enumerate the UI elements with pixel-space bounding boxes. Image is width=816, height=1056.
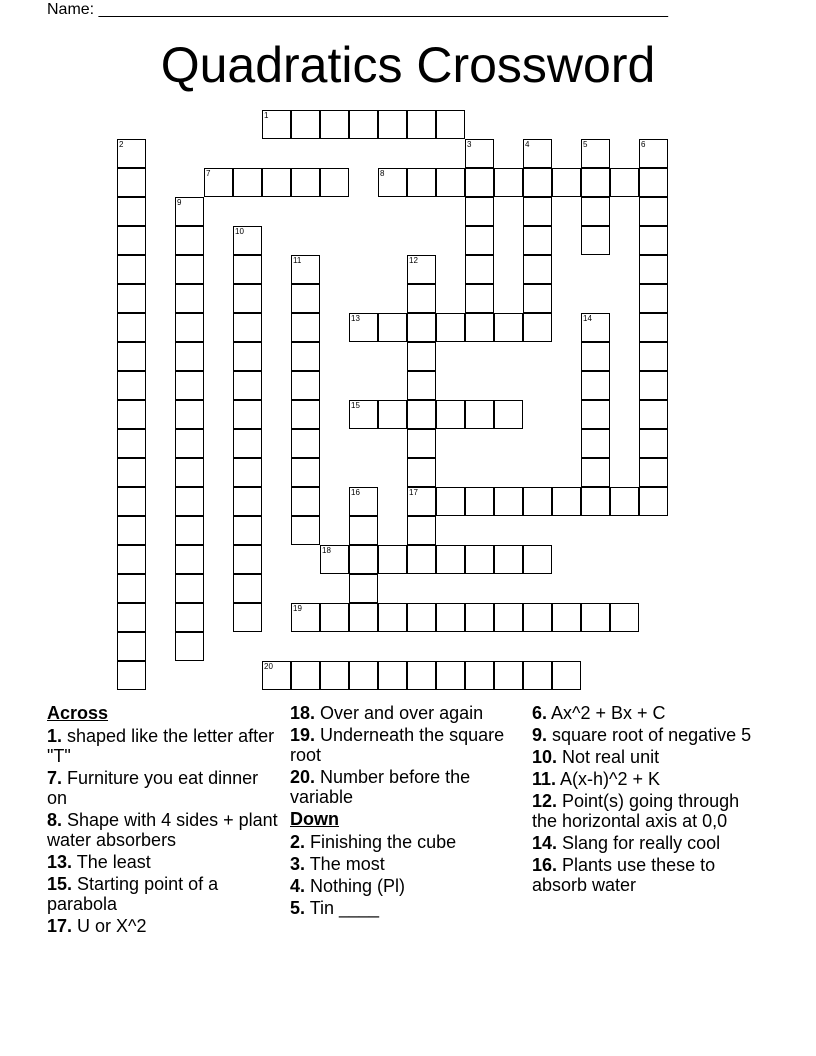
grid-cell[interactable] <box>291 429 320 458</box>
clue-item-number: 15. <box>47 874 73 894</box>
grid-cell[interactable] <box>523 168 552 197</box>
grid-cell[interactable] <box>233 487 262 516</box>
grid-cell[interactable] <box>175 313 204 342</box>
grid-cell[interactable] <box>349 110 378 139</box>
grid-cell[interactable] <box>117 545 146 574</box>
grid-cell[interactable] <box>552 661 581 690</box>
grid-cell[interactable] <box>175 284 204 313</box>
clue-item-number: 18. <box>290 703 316 723</box>
grid-cell[interactable] <box>117 574 146 603</box>
grid-cell[interactable] <box>581 342 610 371</box>
clue-item-text: Slang for really cool <box>557 833 721 853</box>
clue-number: 19 <box>293 604 302 613</box>
grid-cell[interactable] <box>407 487 436 516</box>
grid-cell[interactable] <box>378 400 407 429</box>
clue-number: 15 <box>351 401 360 410</box>
grid-cell[interactable] <box>117 255 146 284</box>
grid-cell[interactable] <box>407 400 436 429</box>
grid-cell[interactable] <box>117 458 146 487</box>
grid-cell[interactable] <box>436 661 465 690</box>
grid-cell[interactable] <box>523 284 552 313</box>
clue-item-number: 14. <box>532 833 558 853</box>
grid-cell[interactable] <box>610 168 639 197</box>
grid-cell[interactable] <box>117 371 146 400</box>
grid-cell[interactable] <box>639 255 668 284</box>
grid-cell[interactable] <box>349 313 378 342</box>
grid-cell[interactable] <box>117 661 146 690</box>
grid-cell[interactable] <box>639 313 668 342</box>
clue-item-number: 1. <box>47 726 63 746</box>
grid-cell[interactable] <box>465 603 494 632</box>
clue-item <box>290 703 522 723</box>
grid-cell[interactable] <box>349 516 378 545</box>
clue-item-number: 6. <box>532 703 548 723</box>
grid-cell[interactable] <box>581 603 610 632</box>
grid-cell[interactable] <box>117 400 146 429</box>
clue-item-number: 4. <box>290 876 306 896</box>
grid-cell[interactable] <box>378 313 407 342</box>
grid-cell[interactable] <box>233 255 262 284</box>
clue-number: 6 <box>641 140 646 149</box>
grid-cell[interactable] <box>291 661 320 690</box>
grid-cell[interactable] <box>175 429 204 458</box>
grid-cell[interactable] <box>407 371 436 400</box>
grid-cell[interactable] <box>378 545 407 574</box>
grid-cell[interactable] <box>233 342 262 371</box>
clue-item <box>47 768 279 808</box>
grid-cell[interactable] <box>407 603 436 632</box>
grid-cell[interactable] <box>494 661 523 690</box>
grid-cell[interactable] <box>523 661 552 690</box>
grid-cell[interactable] <box>378 110 407 139</box>
grid-cell[interactable] <box>523 255 552 284</box>
clue-item <box>290 898 522 918</box>
grid-cell[interactable] <box>465 313 494 342</box>
grid-cell[interactable] <box>291 487 320 516</box>
clue-item <box>532 747 764 767</box>
grid-cell[interactable] <box>465 545 494 574</box>
grid-cell[interactable] <box>407 458 436 487</box>
grid-cell[interactable] <box>465 168 494 197</box>
grid-cell[interactable] <box>175 226 204 255</box>
grid-cell[interactable] <box>117 284 146 313</box>
clue-item <box>532 703 764 723</box>
grid-cell[interactable] <box>494 168 523 197</box>
grid-cell[interactable] <box>436 168 465 197</box>
grid-cell[interactable] <box>175 603 204 632</box>
grid-cell[interactable] <box>494 603 523 632</box>
grid-cell[interactable] <box>407 110 436 139</box>
grid-cell[interactable] <box>552 487 581 516</box>
clue-item-number: 19. <box>290 725 316 745</box>
grid-cell[interactable] <box>465 284 494 313</box>
grid-cell[interactable] <box>291 516 320 545</box>
grid-cell[interactable] <box>291 255 320 284</box>
grid-cell[interactable] <box>639 197 668 226</box>
grid-cell[interactable] <box>407 255 436 284</box>
clue-item <box>290 725 522 765</box>
clue-item-number: 20. <box>290 767 316 787</box>
grid-cell[interactable] <box>117 197 146 226</box>
grid-cell[interactable] <box>320 661 349 690</box>
clue-item-text: Underneath the square root <box>290 725 505 765</box>
clue-item <box>47 916 279 936</box>
clue-item-number: 3. <box>290 854 306 874</box>
grid-cell[interactable] <box>291 313 320 342</box>
grid-cell[interactable] <box>494 487 523 516</box>
clue-item-text: Number before the variable <box>290 767 471 807</box>
grid-cell[interactable] <box>407 313 436 342</box>
grid-cell[interactable] <box>291 110 320 139</box>
grid-cell[interactable] <box>523 603 552 632</box>
grid-cell[interactable] <box>117 226 146 255</box>
grid-cell[interactable] <box>639 168 668 197</box>
grid-cell[interactable] <box>233 284 262 313</box>
grid-cell[interactable] <box>494 400 523 429</box>
grid-cell[interactable] <box>407 661 436 690</box>
grid-cell[interactable] <box>117 342 146 371</box>
grid-cell[interactable] <box>117 516 146 545</box>
grid-cell[interactable] <box>233 371 262 400</box>
grid-cell[interactable] <box>523 487 552 516</box>
grid-cell[interactable] <box>291 284 320 313</box>
grid-cell[interactable] <box>436 603 465 632</box>
grid-cell[interactable] <box>465 255 494 284</box>
grid-cell[interactable] <box>291 400 320 429</box>
grid-cell[interactable] <box>639 139 668 168</box>
grid-cell[interactable] <box>552 603 581 632</box>
clue-item-text: U or X^2 <box>72 916 147 936</box>
clue-number: 4 <box>525 140 530 149</box>
grid-cell[interactable] <box>436 313 465 342</box>
grid-cell[interactable] <box>233 226 262 255</box>
name-field[interactable]: Name: ________________________________________________________________ <box>47 1 669 18</box>
clue-item <box>532 855 764 895</box>
grid-cell[interactable] <box>639 458 668 487</box>
clue-item <box>532 833 764 853</box>
grid-cell[interactable] <box>233 458 262 487</box>
grid-cell[interactable] <box>117 487 146 516</box>
clue-item-text: Nothing (Pl) <box>305 876 406 896</box>
clue-item <box>47 810 279 850</box>
clue-number: 16 <box>351 488 360 497</box>
grid-cell[interactable] <box>233 400 262 429</box>
grid-cell[interactable] <box>639 429 668 458</box>
grid-cell[interactable] <box>378 168 407 197</box>
grid-cell[interactable] <box>523 226 552 255</box>
grid-cell[interactable] <box>175 255 204 284</box>
clue-number: 8 <box>380 169 385 178</box>
grid-cell[interactable] <box>581 139 610 168</box>
grid-cell[interactable] <box>320 545 349 574</box>
clue-item-text: Starting point of a parabola <box>47 874 219 914</box>
clue-number: 11 <box>293 256 302 265</box>
grid-cell[interactable] <box>639 342 668 371</box>
clue-number: 12 <box>409 256 418 265</box>
clue-item-text: square root of negative 5 <box>547 725 752 745</box>
grid-cell[interactable] <box>233 168 262 197</box>
grid-cell[interactable] <box>610 487 639 516</box>
clue-item-text: Not real unit <box>557 747 660 767</box>
grid-cell[interactable] <box>465 487 494 516</box>
grid-cell[interactable] <box>117 632 146 661</box>
grid-cell[interactable] <box>117 603 146 632</box>
clue-item <box>290 832 522 852</box>
clue-item-number: 8. <box>47 810 63 830</box>
grid-cell[interactable] <box>639 284 668 313</box>
grid-cell[interactable] <box>233 603 262 632</box>
clue-item-text: Shape with 4 sides + plant water absorbers <box>47 810 278 850</box>
clue-item-text: Ax^2 + Bx + C <box>547 703 666 723</box>
clue-item <box>532 769 764 789</box>
clue-item <box>290 854 522 874</box>
grid-cell[interactable] <box>349 487 378 516</box>
grid-cell[interactable] <box>349 661 378 690</box>
clue-item-number: 11. <box>532 769 557 789</box>
grid-cell[interactable] <box>581 400 610 429</box>
clue-number: 10 <box>235 227 244 236</box>
grid-cell[interactable] <box>465 139 494 168</box>
grid-cell[interactable] <box>117 139 146 168</box>
grid-cell[interactable] <box>117 313 146 342</box>
grid-cell[interactable] <box>581 226 610 255</box>
grid-cell[interactable] <box>610 603 639 632</box>
grid-cell[interactable] <box>291 168 320 197</box>
clue-item-text: Point(s) going through the horizontal axis at 0,0 <box>532 791 740 831</box>
clue-item-text: Tin ____ <box>305 898 380 918</box>
grid-cell[interactable] <box>320 603 349 632</box>
clue-section-header: Across <box>47 703 109 723</box>
grid-cell[interactable] <box>291 603 320 632</box>
grid-cell[interactable] <box>175 487 204 516</box>
clue-item-number: 10. <box>532 747 558 767</box>
grid-cell[interactable] <box>262 110 291 139</box>
clue-item-number: 17. <box>47 916 73 936</box>
grid-cell[interactable] <box>349 574 378 603</box>
grid-cell[interactable] <box>581 429 610 458</box>
grid-cell[interactable] <box>175 545 204 574</box>
grid-cell[interactable] <box>407 516 436 545</box>
page-title: Quadratics Crossword <box>160 37 656 93</box>
clue-item-number: 12. <box>532 791 558 811</box>
grid-cell[interactable] <box>581 168 610 197</box>
grid-cell[interactable] <box>291 371 320 400</box>
clue-item-number: 7. <box>47 768 63 788</box>
grid-cell[interactable] <box>465 226 494 255</box>
grid-cell[interactable] <box>523 197 552 226</box>
grid-cell[interactable] <box>581 487 610 516</box>
grid-cell[interactable] <box>436 545 465 574</box>
grid-cell[interactable] <box>581 313 610 342</box>
grid-cell[interactable] <box>175 342 204 371</box>
grid-cell[interactable] <box>465 400 494 429</box>
clue-item-number: 13. <box>47 852 73 872</box>
grid-cell[interactable] <box>262 661 291 690</box>
grid-cell[interactable] <box>523 313 552 342</box>
clue-number: 17 <box>409 488 418 497</box>
clue-item-text: shaped like the letter after "T" <box>47 726 275 766</box>
clue-item <box>532 725 764 745</box>
grid-cell[interactable] <box>523 139 552 168</box>
grid-cell[interactable] <box>552 168 581 197</box>
clue-item <box>47 726 279 766</box>
grid-cell[interactable] <box>320 168 349 197</box>
clue-number: 1 <box>264 111 269 120</box>
clue-item-text: Over and over again <box>315 703 484 723</box>
grid-cell[interactable] <box>407 429 436 458</box>
grid-cell[interactable] <box>262 168 291 197</box>
clue-item-text: Plants use these to absorb water <box>532 855 716 895</box>
grid-cell[interactable] <box>639 400 668 429</box>
clue-item-text: The most <box>305 854 385 874</box>
grid-cell[interactable] <box>233 545 262 574</box>
clue-number: 7 <box>206 169 211 178</box>
grid-cell[interactable] <box>407 545 436 574</box>
grid-cell[interactable] <box>117 429 146 458</box>
grid-cell[interactable] <box>117 168 146 197</box>
grid-cell[interactable] <box>291 458 320 487</box>
grid-cell[interactable] <box>581 197 610 226</box>
grid-cell[interactable] <box>175 197 204 226</box>
grid-cell[interactable] <box>233 516 262 545</box>
grid-cell[interactable] <box>175 632 204 661</box>
grid-cell[interactable] <box>320 110 349 139</box>
grid-cell[interactable] <box>378 603 407 632</box>
clue-number: 5 <box>583 140 588 149</box>
grid-cell[interactable] <box>465 661 494 690</box>
grid-cell[interactable] <box>436 487 465 516</box>
grid-cell[interactable] <box>436 400 465 429</box>
clue-item <box>290 876 522 896</box>
grid-cell[interactable] <box>436 110 465 139</box>
clue-number: 3 <box>467 140 472 149</box>
grid-cell[interactable] <box>349 400 378 429</box>
grid-cell[interactable] <box>523 545 552 574</box>
clue-number: 14 <box>583 314 592 323</box>
clue-item-number: 16. <box>532 855 558 875</box>
clues-column-3 <box>532 703 764 897</box>
grid-cell[interactable] <box>407 168 436 197</box>
clue-number: 13 <box>351 314 360 323</box>
clue-number: 18 <box>322 546 331 555</box>
clue-item <box>290 767 522 807</box>
clue-item-text: Furniture you eat dinner on <box>47 768 259 808</box>
grid-cell[interactable] <box>407 284 436 313</box>
grid-cell[interactable] <box>175 574 204 603</box>
clue-item-number: 5. <box>290 898 306 918</box>
grid-cell[interactable] <box>581 458 610 487</box>
grid-cell[interactable] <box>639 226 668 255</box>
clue-item <box>47 852 279 872</box>
clue-item-number: 9. <box>532 725 548 745</box>
grid-cell[interactable] <box>175 400 204 429</box>
grid-cell[interactable] <box>494 313 523 342</box>
grid-cell[interactable] <box>465 197 494 226</box>
grid-cell[interactable] <box>233 429 262 458</box>
clues-column-2 <box>290 703 522 920</box>
clue-item <box>532 791 764 831</box>
clue-number: 20 <box>264 662 273 671</box>
grid-cell[interactable] <box>175 371 204 400</box>
clue-section-header: Down <box>290 809 339 829</box>
clue-item-text: A(x-h)^2 + K <box>556 769 661 789</box>
grid-cell[interactable] <box>204 168 233 197</box>
clues-column-1 <box>47 703 279 938</box>
clue-item-number: 2. <box>290 832 306 852</box>
grid-cell[interactable] <box>581 371 610 400</box>
clue-item-text: The least <box>72 852 151 872</box>
clue-number: 2 <box>119 140 124 149</box>
grid-cell[interactable] <box>175 516 204 545</box>
clue-number: 9 <box>177 198 182 207</box>
grid-cell[interactable] <box>378 661 407 690</box>
grid-cell[interactable] <box>175 458 204 487</box>
grid-cell[interactable] <box>233 574 262 603</box>
grid-cell[interactable] <box>349 545 378 574</box>
grid-cell[interactable] <box>291 342 320 371</box>
grid-cell[interactable] <box>233 313 262 342</box>
grid-cell[interactable] <box>407 342 436 371</box>
grid-cell[interactable] <box>639 371 668 400</box>
clue-item <box>47 874 279 914</box>
clue-item-text: Finishing the cube <box>305 832 457 852</box>
grid-cell[interactable] <box>639 487 668 516</box>
grid-cell[interactable] <box>494 545 523 574</box>
grid-cell[interactable] <box>349 603 378 632</box>
